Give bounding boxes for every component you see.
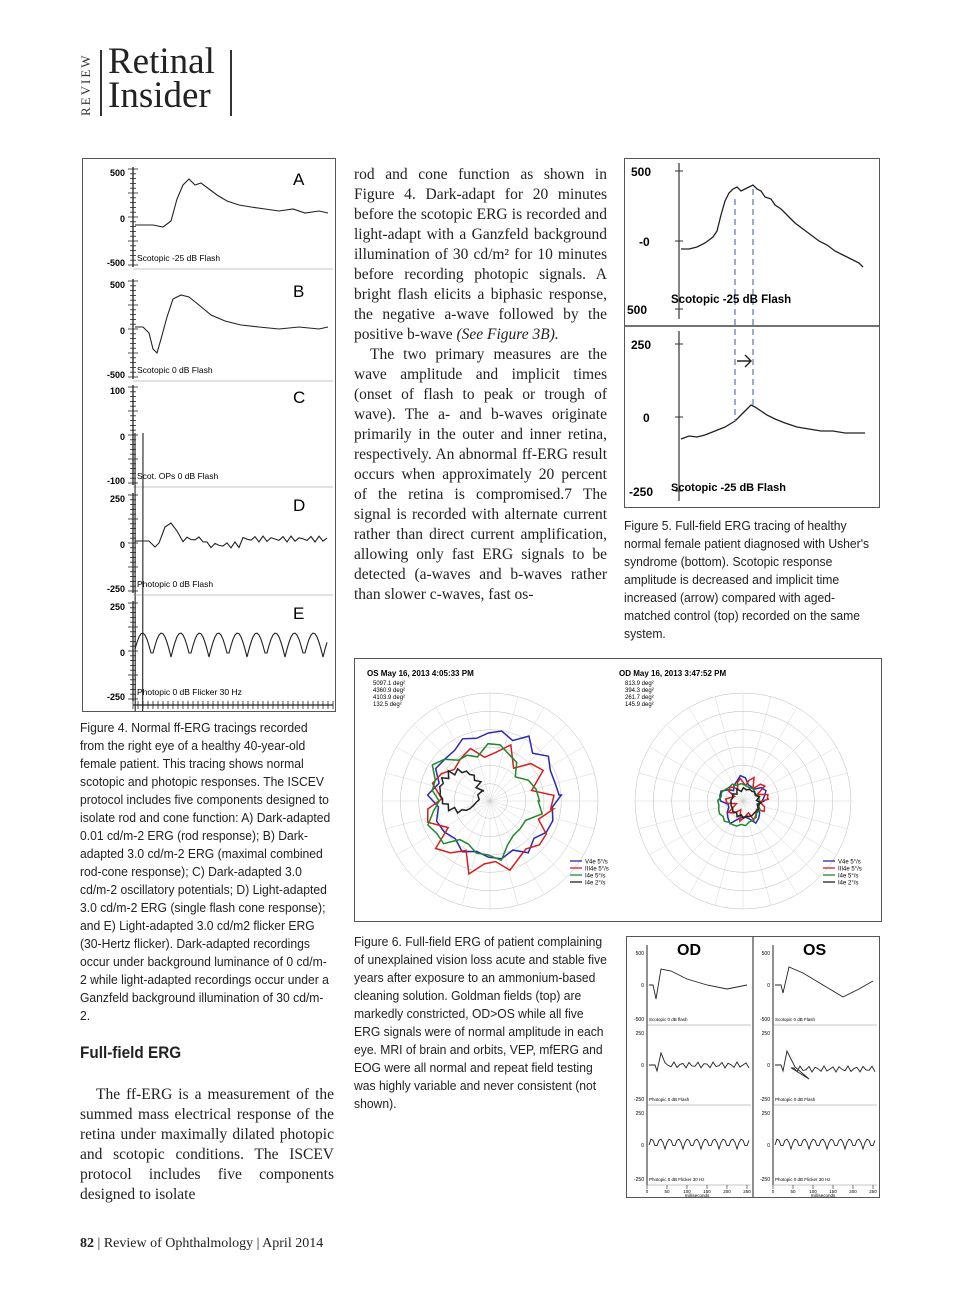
field-area-value: 394.3 deg² [625,688,654,694]
erg-row [634,1031,751,1105]
arrow-icon [737,355,751,367]
header-divider [230,50,232,116]
erg-trace [135,295,328,353]
field-title-od: OD May 16, 2013 3:47:52 PM [619,669,727,678]
page-footer: 82 | Review of Ophthalmology | April 2014 [80,1236,324,1251]
axis-tick-label: -250 [629,485,654,499]
trace-label: Photopic 0 dB Flash [649,1097,690,1102]
paragraph: The ff-ERG is a measurement of the summed mass electrical response of the retina under maximally dilated photopic and scotopic conditions. The ISCEV protocol includes five components designed to isolate [80,1086,334,1203]
isopter-legend [823,860,862,887]
panel-label: Photopic 0 dB Flicker 30 Hz [137,687,242,697]
od-label: OD [677,942,701,959]
axis-tick-label: 250 [635,1031,644,1037]
paragraph: The two primary measures are the wave amplitude and implicit times (onset of flash to peak or trough of wave). The a- and b-waves originate primarily in the outer and inner retina, respectively. An abnormal ff-ERG result occurs when approximately 20 percent of the retina is compromised.7 The signal is recorded with alternate current rather than direct current amplification, allowing only fast ERG signals to be detected (a-waves and b-waves rather than slower c-waves, fast os- [354,346,607,603]
axis-tick-label: -250 [633,1177,644,1183]
axis-tick-label: 500 [761,951,770,957]
axis-tick-label: 150 [829,1189,837,1194]
erg-row [760,1111,877,1185]
axis-tick-label: 500 [631,165,652,179]
usher-patient-trace [681,405,865,439]
axis-tick-label: -500 [106,370,125,380]
time-axis [646,1185,752,1197]
figure-reference: (See Figure 3B). [456,326,559,343]
erg-row [634,951,751,1025]
axis-tick-label: 0 [767,1063,770,1069]
axis-tick-label: 500 [109,168,125,178]
isopter [428,745,554,874]
legend-entry: I4e 5°/s [585,873,606,880]
trace-label: Scotopic 0 dB Flash [775,1017,816,1022]
axis-tick-label: 0 [767,1143,770,1149]
axis-tick-label: -500 [759,1017,770,1023]
erg-panel-c [107,385,333,711]
erg-trace [135,633,327,657]
axis-tick-label: -500 [106,258,125,268]
axis-tick-label: 500 [109,280,125,290]
body-column-middle [354,165,607,605]
figure-4-erg-tracings [82,158,336,712]
axis-tick-label: 0 [643,411,650,425]
trace-label: Photopic 0 dB Flash [775,1097,816,1102]
erg-trace [649,1139,749,1149]
axis-tick-label: 50 [790,1189,796,1194]
field-area-value: 4360.9 deg² [373,688,406,694]
erg-trace [649,969,747,999]
erg-row [760,1031,877,1105]
axis-tick-label: 0 [641,1063,644,1069]
time-axis [772,1185,878,1197]
trace-label: Scotopic -25 dB Flash [671,294,792,306]
axis-tick-label: -0 [639,235,650,249]
axis-tick-label: 0 [645,1189,649,1194]
isopter [428,744,542,861]
legend-entry: III4e 5°/s [838,866,862,873]
axis-tick-label: 0 [641,1143,644,1149]
field-area-value: 5097.1 deg² [373,681,406,687]
axis-tick-label: 250 [109,602,125,612]
time-axis [133,701,333,709]
axis-tick-label: 100 [683,1189,691,1194]
axis-tick-label: 250 [635,1111,644,1117]
figure-6-erg-grid [626,936,880,1198]
axis-tick-label: -250 [106,584,125,594]
field-area-value: 145.9 deg² [625,702,654,708]
erg-trace [135,523,327,548]
polar-field-os [382,693,598,909]
axis-tick-label: 150 [703,1189,711,1194]
axis-tick-label: -500 [633,1017,644,1023]
field-area-value: 261.7 deg² [625,695,654,701]
panel-letter: C [293,388,306,407]
legend-entry: I4e 2°/s [838,880,859,887]
panel-label: Scot. OPs 0 dB Flash [137,471,219,481]
trace-label: Scotopic 0 dB flash [649,1017,688,1022]
trace-label: Scotopic -25 dB Flash [671,482,786,494]
erg-trace [775,967,873,997]
axis-tick-label: 100 [109,386,125,396]
isopter [428,731,562,859]
panel-letter: E [293,604,305,623]
axis-tick-label: 0 [119,540,125,550]
axis-tick-label: 250 [109,494,125,504]
normal-control-trace [681,185,863,267]
panel-label: Scotopic 0 dB Flash [137,365,213,375]
trace-label: Photopic 0 dB Flicker 30 Hz [649,1177,705,1182]
axis-tick-label: -250 [759,1177,770,1183]
panel-letter: B [293,282,305,301]
figure-6-erg-plot [627,937,879,1197]
legend-entry: I4e 2°/s [585,880,606,887]
axis-label: milliseconds [810,1193,836,1197]
axis-tick-label: 200 [849,1189,857,1194]
erg-panel-a [107,167,333,269]
field-area-value: 132.5 deg² [373,702,402,708]
os-label: OS [803,942,827,959]
figure-4-caption: Figure 4. Normal ff-ERG tracings recorded from the right eye of a healthy 40-year-old female patient. This tracing shows normal scotopic and photopic responses. The ISCEV protocol includes five components designed to isolate rod and cone function: A) Dark-adapted 0.01 cd/m-2 ERG (rod response); B) Dark-adapted 3.0 cd/m-2 ERG (maximal combined rod-cone response); C) Dark-adapted 3.0 cd/m-2 oscillatory potentials; D) Light-adapted 3.0 cd/m-2 ERG (single flash cone response); and E) Light-adapted 3.0 cd/m2 flicker ERG (30-Hertz flicker). Dark-adapted recordings occur under background luminance of 0 cd/m-2 while light-adapted recordings occur under a Ganzfeld background illumination of 30 cd/m-2. [80,720,331,1023]
body-column-left [80,1085,334,1205]
erg-trace [649,1053,749,1071]
axis-tick-label: 0 [767,983,770,989]
legend-entry: V4e 5°/s [838,859,861,866]
isopter [440,769,484,813]
panel-label: Photopic 0 dB Flash [137,579,214,589]
axis-tick-label: 250 [761,1031,770,1037]
axis-tick-label: -250 [106,692,125,702]
axis-tick-label: 0 [771,1189,775,1194]
axis-tick-label: 250 [869,1189,877,1194]
axis-tick-label: -250 [759,1097,770,1103]
figure-5-plot [625,159,879,507]
page-header-title: Retinal Insider [108,41,215,116]
figure-4-plot [83,159,335,711]
legend-entry: I4e 5°/s [838,873,859,880]
axis-tick-label: 250 [631,338,652,352]
legend-entry: III4e 5°/s [585,866,609,873]
axis-tick-label: 0 [119,326,125,336]
paragraph: rod and cone function as shown in Figure 4. Dark-adapt for 20 minutes before the scotopic ERG is recorded and light-adapt with a Ganzfeld background illumination of 30 cd/m² for 10 minutes before recording photopic signals. A bright flash elicits a biphasic response, the negative a-wave followed by the positive b-wave (See Figure 3B). [354,166,607,343]
erg-panel-d [107,493,333,595]
page-number: 82 [80,1236,94,1251]
axis-tick-label: 100 [809,1189,817,1194]
issue-date: April 2014 [262,1236,324,1251]
erg-trace [775,1051,875,1079]
axis-tick-label: 0 [641,983,644,989]
axis-tick-label: 50 [664,1189,670,1194]
axis-tick-label: 250 [743,1189,751,1194]
goldmann-visual-field-plot [355,659,881,921]
erg-panel-b [107,279,333,381]
figure-6-visual-fields [354,658,882,922]
section-tag: REVIEW [78,53,93,116]
figure-5-caption: Figure 5. Full-field ERG tracing of healthy normal female patient diagnosed with Usher's syndrome (bottom). Scotopic response amplitude is decreased and implicit time increased (arrow) compared with aged-matched control (top) recorded on the same system. [624,518,870,641]
axis-tick-label: 500 [627,303,648,317]
polar-field-od [635,693,851,909]
erg-row [634,1111,751,1185]
panel-label: Scotopic -25 dB Flash [137,253,221,263]
header-divider [100,50,102,116]
legend-entry: V4e 5°/s [585,859,608,866]
axis-tick-label: 250 [761,1111,770,1117]
axis-tick-label: 500 [635,951,644,957]
figure-6-caption: Figure 6. Full-field ERG of patient complaining of unexplained vision loss acute and stable five years after exposure to an ammonium-based cleaning solution. Goldman fields (top) are markedly constricted, OD>OS while all five ERG signals were of normal amplitude in each eye. MRI of brain and orbits, VEP, mfERG and EOG were all normal and repeat field testing was highly variable and never consistent (not shown). [354,934,607,1111]
axis-tick-label: -100 [106,476,125,486]
axis-tick-label: 0 [119,214,125,224]
section-heading: Full-field ERG [80,1043,182,1062]
axis-tick-label: 0 [119,432,125,442]
axis-tick-label: 0 [119,648,125,658]
field-area-value: 4103.9 deg² [373,695,406,701]
isopter-legend [570,860,609,887]
trace-label: Photopic 0 dB Flicker 30 Hz [775,1177,831,1182]
panel-letter: D [293,496,306,515]
axis-label: milliseconds [684,1193,710,1197]
field-area-value: 813.9 deg² [625,681,654,687]
panel-letter: A [293,170,305,189]
erg-panel-e [107,601,333,709]
figure-5-erg-comparison [624,158,880,508]
journal-name: Review of Ophthalmology [103,1236,254,1251]
field-title-os: OS May 16, 2013 4:05:33 PM [367,669,474,678]
axis-tick-label: -250 [633,1097,644,1103]
erg-row [760,951,877,1025]
axis-tick-label: 200 [723,1189,731,1194]
erg-trace [775,1139,875,1149]
